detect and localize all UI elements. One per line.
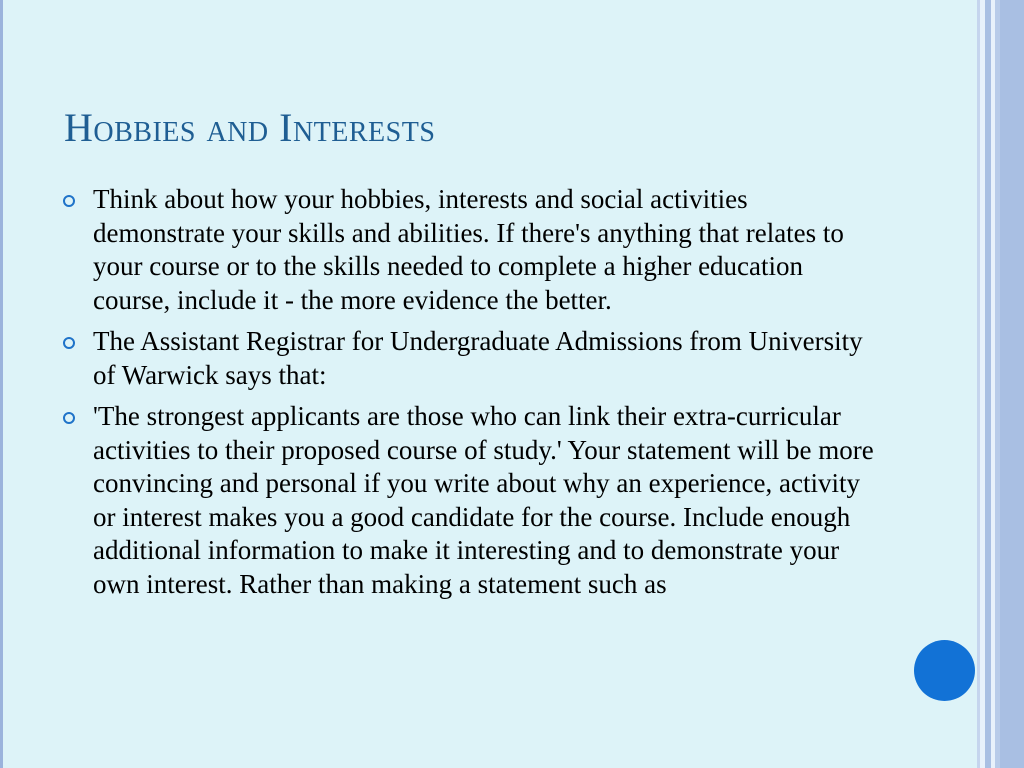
bullet-circle-icon <box>63 337 75 349</box>
decorative-circle-icon <box>914 640 975 701</box>
slide-title: Hobbies and Interests <box>64 105 436 150</box>
bullet-item <box>62 183 882 317</box>
bullet-list <box>62 183 882 609</box>
bullet-text: Think about how your hobbies, interests and social activities demonstrate your skills and abilities. If there's anything that relates to your course or to the skills needed to complete a higher education course, include it - the more evidence the better. <box>93 184 844 315</box>
left-border <box>0 0 3 768</box>
bullet-item <box>62 325 882 392</box>
bullet-text: The Assistant Registrar for Undergraduate Admissions from University of Warwick says that: <box>93 326 863 390</box>
bullet-text: 'The strongest applicants are those who can link their extra-curricular activities to their proposed course of study.' Your statement will be more convincing and personal if you write about why an experience, activity or interest makes you a good candidate for the course. Include enough additional information to make it interesting and to demonstrate your own interest. Rather than making a statement such as <box>93 401 874 599</box>
right-stripe-decoration <box>977 0 1024 768</box>
bullet-circle-icon <box>63 412 75 424</box>
bullet-circle-icon <box>63 195 75 207</box>
bullet-item <box>62 400 882 601</box>
